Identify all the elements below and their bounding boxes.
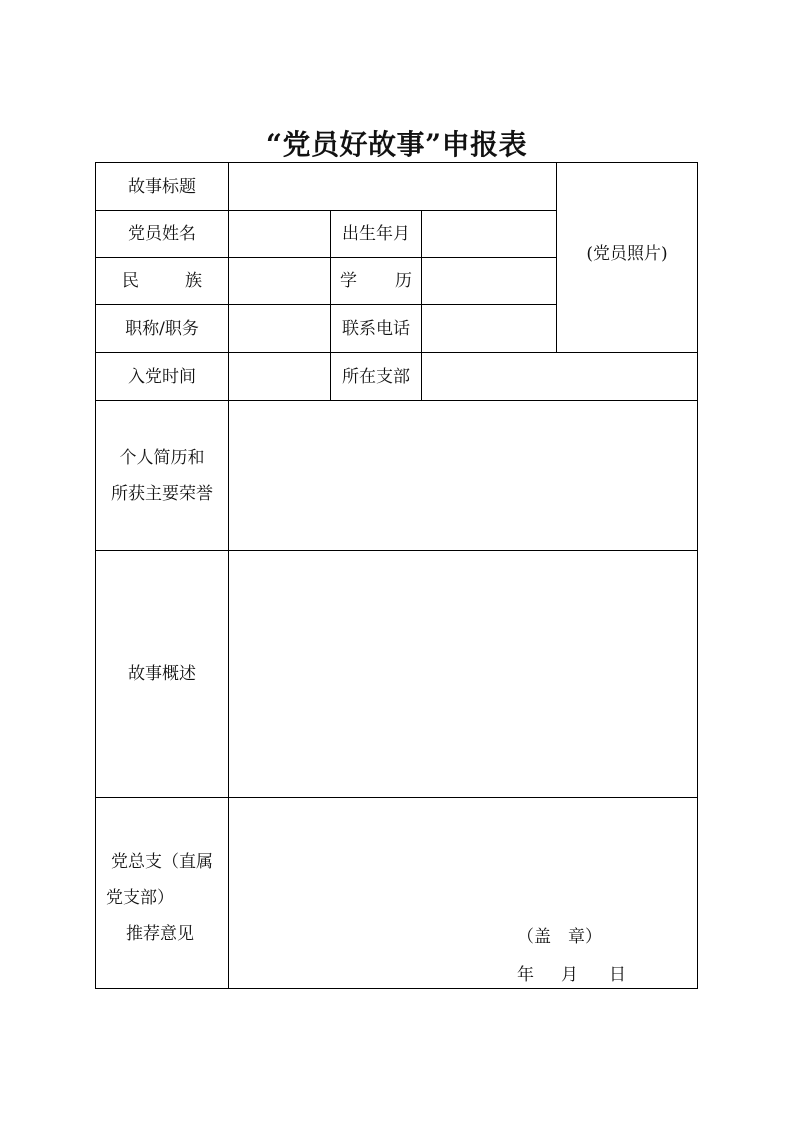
application-form-table — [95, 162, 698, 989]
label-title-position: 职称/职务 — [125, 318, 199, 339]
label-education — [331, 258, 421, 304]
label-story-title: 故事标题 — [128, 176, 196, 197]
story-title-field[interactable] — [229, 163, 556, 210]
label-ethnicity — [96, 258, 228, 304]
label-resume-line1: 个人简历和 — [119, 447, 205, 468]
label-recommendation-line3: 推荐意见 — [126, 924, 194, 944]
date-year-label: 年 — [517, 965, 534, 985]
label-resume-line2: 所获主要荣誉 — [111, 483, 213, 504]
education-field[interactable] — [422, 258, 556, 304]
title-position-field[interactable] — [229, 305, 330, 352]
label-recommendation-line2: 党支部） — [106, 888, 174, 908]
page-title: “党员好故事”申报表 — [265, 128, 528, 161]
label-branch: 所在支部 — [342, 366, 410, 387]
resume-honors-field[interactable] — [229, 401, 697, 550]
label-birth-date: 出生年月 — [342, 224, 410, 244]
label-phone: 联系电话 — [342, 318, 410, 339]
label-ethnicity-char-1: 民 — [122, 271, 139, 291]
label-join-date: 入党时间 — [128, 366, 196, 387]
table-border-bottom — [95, 988, 698, 989]
label-resume-honors — [96, 401, 228, 550]
photo-placeholder: (党员照片) — [586, 243, 668, 264]
date-month-label: 月 — [561, 965, 578, 985]
label-education-char-1: 学 — [340, 271, 357, 291]
date-day-label: 日 — [609, 965, 626, 985]
label-education-char-2: 历 — [395, 271, 412, 291]
table-border-right — [697, 162, 698, 989]
branch-field[interactable] — [422, 353, 697, 400]
ethnicity-field[interactable] — [229, 258, 330, 304]
join-date-field[interactable] — [229, 353, 330, 400]
birth-date-field[interactable] — [422, 211, 556, 257]
label-member-name: 党员姓名 — [128, 224, 196, 244]
seal-label: （盖 章） — [517, 927, 602, 947]
label-recommendation — [96, 798, 228, 988]
label-story-summary: 故事概述 — [128, 664, 196, 684]
member-name-field[interactable] — [229, 211, 330, 257]
label-ethnicity-char-2: 族 — [185, 271, 202, 291]
story-summary-field[interactable] — [229, 551, 697, 797]
phone-field[interactable] — [422, 305, 556, 352]
label-recommendation-line1: 党总支（直属 — [111, 852, 213, 872]
recommendation-field[interactable] — [229, 798, 697, 988]
